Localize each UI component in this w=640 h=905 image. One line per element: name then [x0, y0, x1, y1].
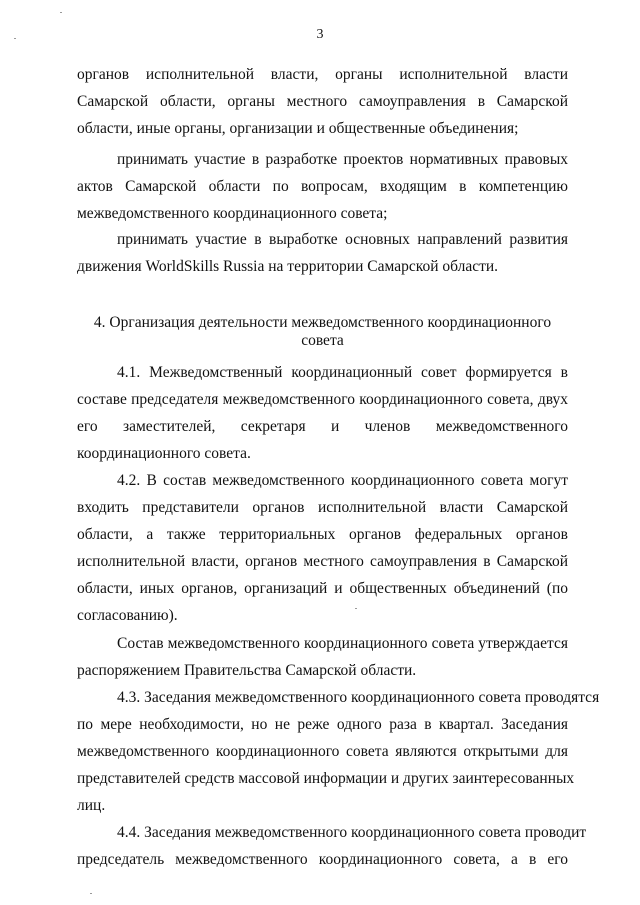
text-line: его заместителей, секретаря и членов межведомственного — [77, 418, 568, 435]
text-line: 4.3. Заседания межведомственного координационного совета проводятся — [117, 689, 600, 706]
text-line: межведомственного координационного совета; — [77, 205, 388, 222]
text-line: 4.1. Межведомственный координационный совет формируется в — [117, 364, 568, 381]
text-line: Самарской области, органы местного самоуправления в Самарской — [77, 93, 568, 110]
text-line: области, а также территориальных органов федеральных органов — [77, 526, 568, 543]
scan-speck — [355, 608, 357, 609]
text-line: движения WorldSkills Russia на территории Самарской области. — [77, 258, 499, 275]
scan-speck — [90, 893, 92, 894]
text-line: входить представители органов исполнительной власти Самарской — [77, 499, 568, 516]
text-line: 4.2. В состав межведомственного координационного совета могут — [117, 472, 568, 489]
scan-speck — [14, 38, 16, 39]
text-line: 4.4. Заседания межведомственного координационного совета проводит — [117, 824, 587, 841]
section-heading: совета — [301, 332, 344, 349]
text-line: представителей средств массовой информации и других заинтересованных — [77, 770, 575, 787]
text-line: председатель межведомственного координационного совета, а в его — [77, 851, 568, 868]
scan-speck — [60, 12, 62, 13]
text-line: составе председателя межведомственного координационного совета, двух — [77, 391, 568, 408]
text-line: лиц. — [77, 797, 106, 814]
text-line: области, иных органов, организаций и общественных объединений (по — [77, 580, 568, 597]
section-heading: 4. Организация деятельности межведомственного координационного — [93, 314, 552, 331]
text-line: координационного совета. — [77, 445, 251, 462]
text-line: исполнительной власти, органов местного самоуправления в Самарской — [77, 553, 568, 570]
text-line: распоряжением Правительства Самарской области. — [77, 662, 417, 679]
page-number: 3 — [316, 27, 324, 42]
text-line: Состав межведомственного координационного совета утверждается — [117, 635, 568, 652]
text-line: органов исполнительной власти, органы исполнительной власти — [77, 66, 568, 83]
text-line: межведомственного координационного совета являются открытыми для — [77, 743, 568, 760]
text-line: актов Самарской области по вопросам, входящим в компетенцию — [77, 178, 568, 195]
text-line: согласованию). — [77, 607, 178, 624]
text-line: по мере необходимости, но не реже одного раза в квартал. Заседания — [77, 716, 568, 733]
text-line: принимать участие в разработке проектов нормативных правовых — [117, 151, 568, 168]
text-line: области, иные органы, организации и общественные объединения; — [77, 120, 519, 137]
text-line: принимать участие в выработке основных направлений развития — [117, 231, 568, 248]
